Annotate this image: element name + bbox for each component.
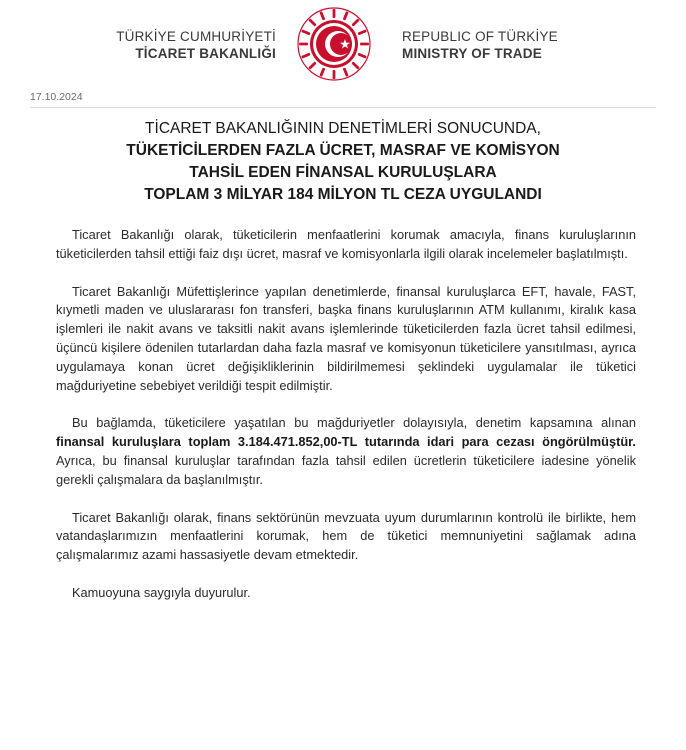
org-ministry-turkish: TİCARET BAKANLIĞI — [135, 46, 276, 61]
crescent-star-emblem-icon — [296, 6, 372, 82]
org-country-english: REPUBLIC OF TÜRKİYE — [402, 29, 558, 44]
org-ministry-english: MINISTRY OF TRADE — [402, 46, 542, 61]
paragraph-3-end: Ayrıca, bu finansal kuruluşlar tarafından fazla tahsil edilen ücretlerin tüketicilere iadesine yönelik gerekli çalışmalara da başlanılmıştır. — [56, 452, 636, 487]
release-date: 17.10.2024 — [30, 91, 83, 103]
penalty-amount-highlight: finansal kuruluşlara toplam 3.184.471.852,00-TL tutarında idari para cezası öngörülmüştür. — [56, 434, 636, 450]
title-line-2: TÜKETİCİLERDEN FAZLA ÜCRET, MASRAF VE KOMİSYON — [126, 142, 560, 159]
header-divider — [30, 107, 656, 108]
title-line-3: TAHSİL EDEN FİNANSAL KURULUŞLARA — [189, 164, 497, 181]
letterhead — [0, 0, 686, 88]
press-release-title — [0, 118, 686, 206]
closing-line: Kamuoyuna saygıyla duyurulur. — [72, 584, 251, 600]
title-line-4: TOPLAM 3 MİLYAR 184 MİLYON TL CEZA UYGULANDI — [144, 186, 542, 203]
paragraph-4: Ticaret Bakanlığı olarak, finans sektörünün mevzuata uyum durumlarının kontrolü ile birlikte, hem vatandaşlarımızın menfaatlerini korumak, hem de tüketici memnuniyetini sağlamak adına çalışmalarımız azami hassasiyetle devam etmektedir. — [56, 509, 636, 563]
paragraph-3-start: Bu bağlamda, tüketicilere yaşatılan bu mağduriyetler dolayısıyla, denetim kapsamına alınan — [72, 415, 636, 431]
org-country-turkish: TÜRKİYE CUMHURİYETİ — [116, 29, 276, 44]
paragraph-2: Ticaret Bakanlığı Müfettişlerince yapılan denetimlerde, finansal kuruluşlarca EFT, havale, FAST, kıymetli maden ve uluslararası fon transferi, başka finans kuruluşlarının ATM kullanımı, kiralık kasa işlemleri ile nakit avans ve taksitli nakit avans işlemlerinde tüketicilerden fazla ücret tahsil edilmesi, üçüncü kişilere ödenilen tutarlardan daha fazla masraf ve komisyonun tüketicilere yansıtılması, ayrıca uygulamaya konan ücret değişikliklerinin bildirilmemesi şeklindeki uygulamalar ile tüketici mağduriyetine sebebiyet verildiği tespit edilmiştir. — [56, 283, 636, 393]
title-line-1: TİCARET BAKANLIĞININ DENETİMLERİ SONUCUNDA, — [145, 120, 541, 137]
org-name-english — [402, 28, 558, 62]
paragraph-1: Ticaret Bakanlığı olarak, tüketicilerin menfaatlerini korumak amacıyla, finans kuruluşlarının tüketicilerden tahsil ettiği faiz dışı ücret, masraf ve komisyonlarla ilgili olarak incelemeler başlatılmıştı. — [56, 227, 636, 261]
press-release-body — [56, 226, 636, 622]
org-name-turkish — [116, 28, 276, 62]
paragraph-3 — [56, 414, 636, 489]
